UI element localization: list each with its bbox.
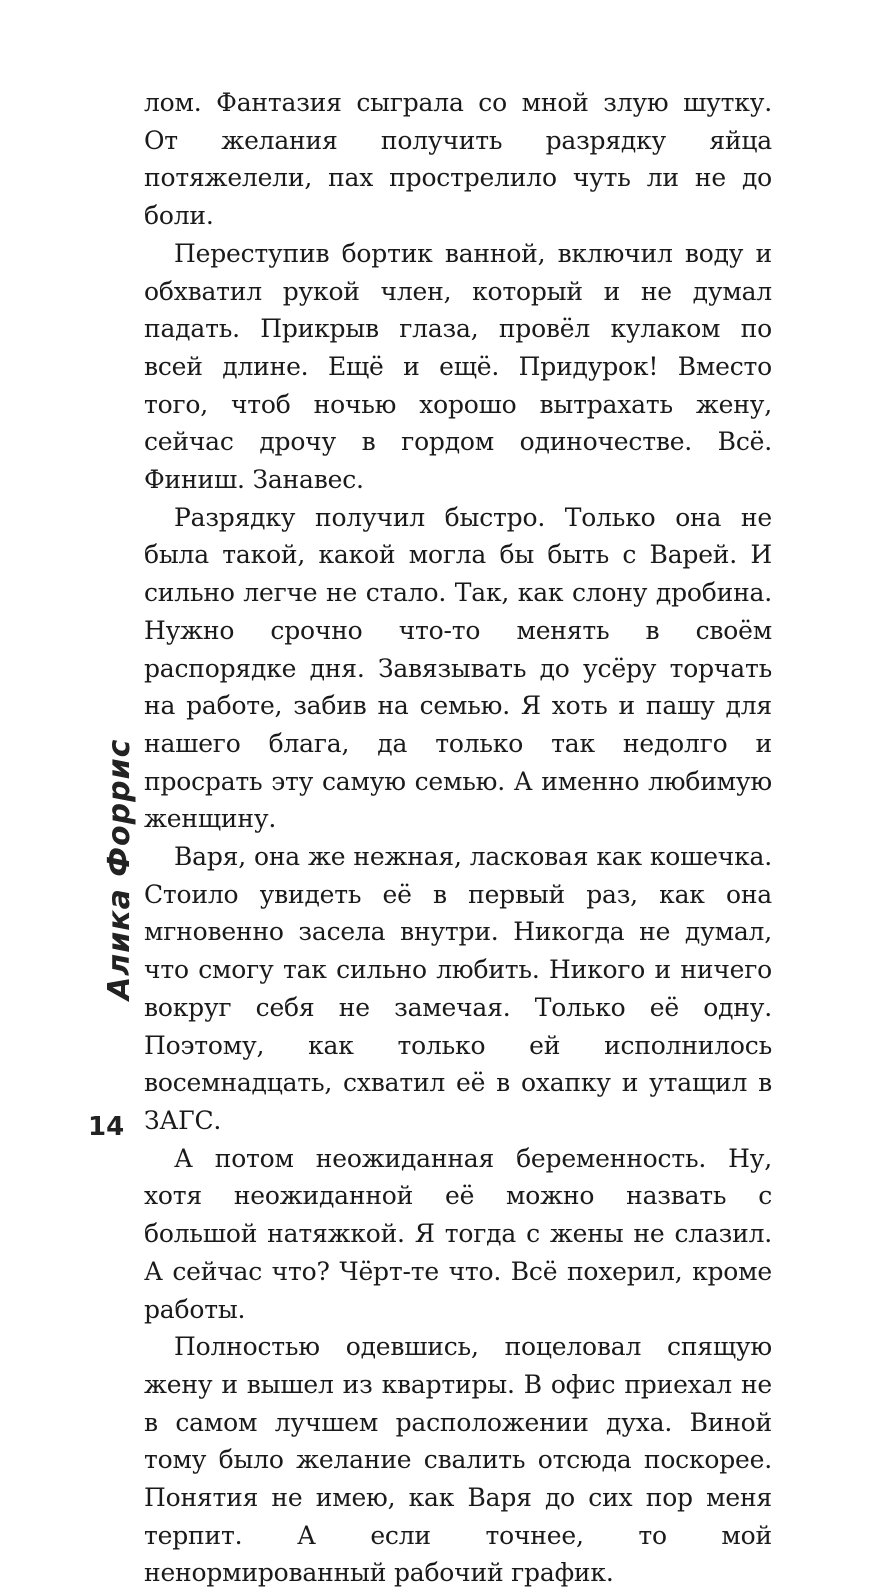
paragraph-6: Полностью одевшись, поцеловал спящую жену и вышел из квартиры. В офис приехал не в самом лучшем расположении духа. Виной тому было желание свалить отсюда поскорее. Понятия не имею, как Варя до сих пор меня терпит. А если точнее, то мой ненормированный рабочий график. xyxy=(144,1332,772,1588)
running-head-author: Алика Форрис xyxy=(102,738,137,1000)
paragraph-1: лом. Фантазия сыграла со мной злую шутку. От желания получить разрядку яйца потяжелели, пах прострелило чуть ли не до боли. xyxy=(144,88,772,231)
paragraph-3: Разрядку получил быстро. Только она не была такой, какой могла бы быть с Варей. И сильно легче не стало. Так, как слону дробина. Нужно срочно что-то менять в своём распорядке дня. Завязывать до усёру торчать на работе, забив на семью. Я хоть и пашу для нашего блага, да только так недолго и просрать эту самую семью. А именно любимую женщину. xyxy=(144,502,772,834)
paragraph-5: А потом неожиданная беременность. Ну, хотя неожиданной её можно назвать с большой натяжкой. Я тогда с жены не слазил. А сейчас что? Чёрт-те что. Всё похерил, кроме работы. xyxy=(144,1143,772,1324)
page-number: 14 xyxy=(88,1112,125,1142)
paragraph-2: Переступив бортик ванной, включил воду и обхватил рукой член, который и не думал падать. Прикрыв глаза, провёл кулаком по всей длине. Ещё и ещё. Придурок! Вместо того, чтоб ночью хорошо вытрахать жену, сейчас дрочу в гордом одиночестве. Всё. Финиш. Занавес. xyxy=(144,238,772,495)
paragraph-4: Варя, она же нежная, ласковая как кошечка. Стоило увидеть её в первый раз, как она мгновенно засела внутри. Никогда не думал, что смогу так сильно любить. Никого и ничего вокруг себя не замечая. Только её одну. Поэтому, как только ей исполнилось восемнадцать, схватил её в охапку и утащил в ЗАГС. xyxy=(144,842,772,1135)
body-text xyxy=(144,84,772,1592)
